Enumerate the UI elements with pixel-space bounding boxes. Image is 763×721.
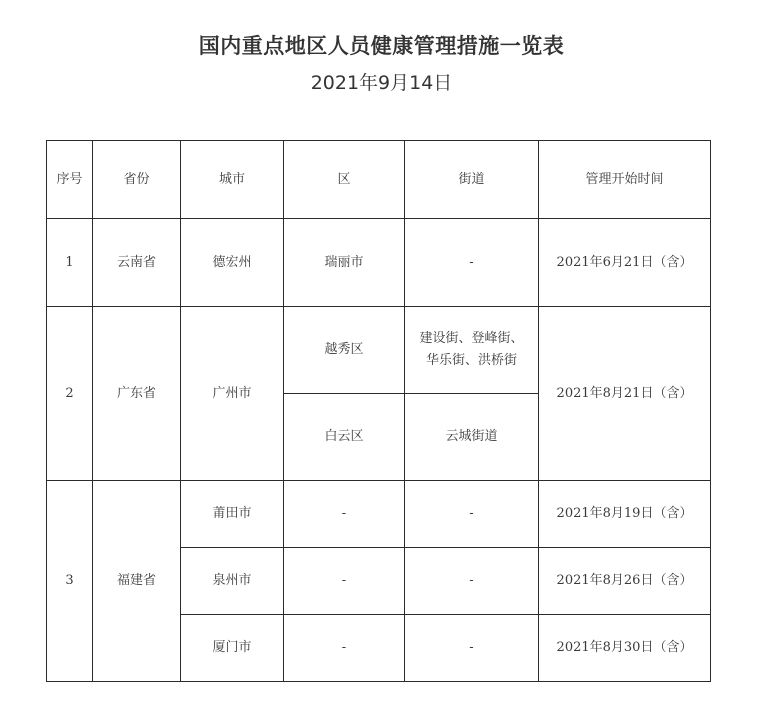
cell-no: 2 (47, 307, 93, 481)
header-street: 街道 (405, 141, 539, 219)
table-row (47, 219, 711, 307)
cell-city: 德宏州 (181, 219, 284, 307)
cell-province: 广东省 (93, 307, 181, 481)
header-start-time: 管理开始时间 (539, 141, 711, 219)
cell-street: - (405, 481, 539, 548)
cell-street: - (405, 615, 539, 682)
cell-no: 3 (47, 481, 93, 682)
header-district: 区 (284, 141, 405, 219)
table-row (47, 307, 711, 394)
table-row (47, 481, 711, 548)
cell-district: - (284, 548, 405, 615)
cell-start-time: 2021年6月21日（含） (539, 219, 711, 307)
cell-district: 越秀区 (284, 307, 405, 394)
cell-start-time: 2021年8月21日（含） (539, 307, 711, 481)
cell-street: - (405, 548, 539, 615)
table-header-row (47, 141, 711, 219)
cell-start-time: 2021年8月30日（含） (539, 615, 711, 682)
cell-start-time: 2021年8月26日（含） (539, 548, 711, 615)
cell-city: 泉州市 (181, 548, 284, 615)
cell-district: - (284, 615, 405, 682)
document-date: 2021年9月14日 (310, 72, 453, 94)
street-line: 建设街、登峰街、 (419, 331, 524, 346)
cell-district: 瑞丽市 (284, 219, 405, 307)
cell-no: 1 (47, 219, 93, 307)
cell-province: 福建省 (93, 481, 181, 682)
cell-city: 厦门市 (181, 615, 284, 682)
measures-table (46, 140, 711, 682)
header-province: 省份 (93, 141, 181, 219)
cell-district: 白云区 (284, 394, 405, 481)
document-title: 国内重点地区人员健康管理措施一览表 (198, 34, 565, 58)
cell-start-time: 2021年8月19日（含） (539, 481, 711, 548)
header-city: 城市 (181, 141, 284, 219)
cell-city: 莆田市 (181, 481, 284, 548)
cell-street: - (405, 219, 539, 307)
cell-province: 云南省 (93, 219, 181, 307)
header-no: 序号 (47, 141, 93, 219)
street-line: 华乐街、洪桥街 (425, 353, 517, 368)
cell-city: 广州市 (181, 307, 284, 481)
cell-district: - (284, 481, 405, 548)
cell-street: 云城街道 (405, 394, 539, 481)
cell-street (405, 307, 539, 394)
